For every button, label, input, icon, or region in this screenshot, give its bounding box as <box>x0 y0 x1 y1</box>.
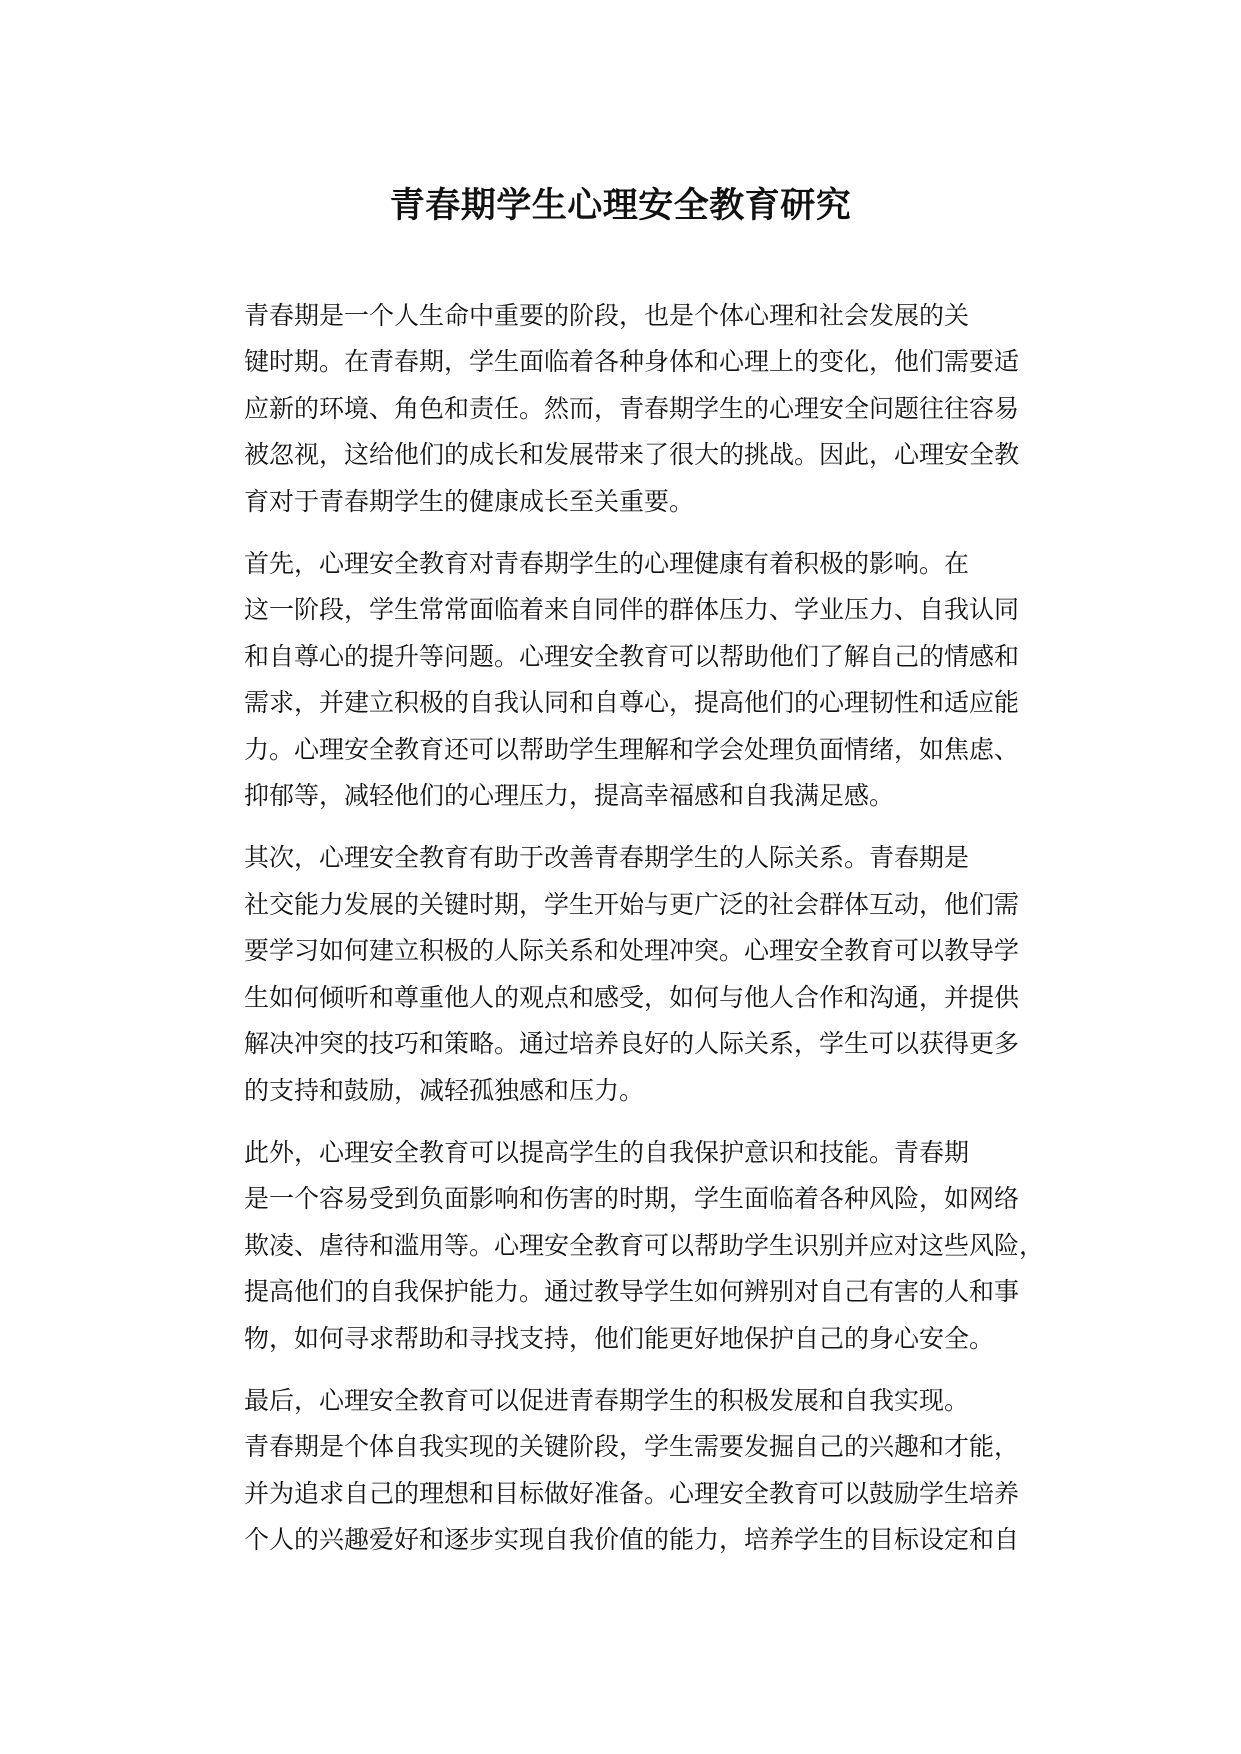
text-line: 键时期。在青春期，学生面临着各种身体和心理上的变化，他们需要适 <box>244 347 1020 377</box>
paragraph-5 <box>188 1378 1088 1564</box>
text-line: 青春期是一个人生命中重要的阶段，也是个体心理和社会发展的关 <box>244 301 970 330</box>
text-line: 要学习如何建立积极的人际关系和处理冲突。心理安全教育可以教导学 <box>244 936 1020 966</box>
paragraph-3 <box>188 835 1088 1113</box>
text-line: 应新的环境、角色和责任。然而，青春期学生的心理安全问题往往容易 <box>244 393 1020 423</box>
paragraph-4 <box>188 1130 1088 1362</box>
text-line: 被忽视，这给他们的成长和发展带来了很大的挑战。因此，心理安全教 <box>244 440 1020 470</box>
text-line: 这一阶段，学生常常面临着来自同伴的群体压力、学业压力、自我认同 <box>244 595 1020 625</box>
text-line: 青春期是个体自我实现的关键阶段，学生需要发掘自己的兴趣和才能， <box>244 1432 1020 1462</box>
text-line: 和自尊心的提升等问题。心理安全教育可以帮助他们了解自己的情感和 <box>244 641 1020 671</box>
text-line: 生如何倾听和尊重他人的观点和感受，如何与他人合作和沟通，并提供 <box>244 982 1020 1012</box>
text-line: 此外，心理安全教育可以提高学生的自我保护意识和技能。青春期 <box>244 1137 970 1167</box>
text-line: 物，如何寻求帮助和寻找支持，他们能更好地保护自己的身心安全。 <box>244 1323 995 1353</box>
text-line: 首先，心理安全教育对青春期学生的心理健康有着积极的影响。在 <box>244 549 970 579</box>
text-line: 需求，并建立积极的自我认同和自尊心，提高他们的心理韧性和适应能 <box>244 688 1020 718</box>
text-line: 个人的兴趣爱好和逐步实现自我价值的能力，培养学生的目标设定和自 <box>244 1525 1020 1555</box>
text-line: 育对于青春期学生的健康成长至关重要。 <box>244 486 695 516</box>
text-line: 欺凌、虐待和滥用等。心理安全教育可以帮助学生识别并应对这些风险， <box>244 1230 1045 1260</box>
text-line: 抑郁等，减轻他们的心理压力，提高幸福感和自我满足感。 <box>244 781 895 811</box>
text-line: 的支持和鼓励，减轻孤独感和压力。 <box>244 1075 645 1105</box>
text-line: 解决冲突的技巧和策略。通过培养良好的人际关系，学生可以获得更多 <box>244 1029 1020 1059</box>
text-line: 社交能力发展的关键时期，学生开始与更广泛的社会群体互动，他们需 <box>244 889 1020 919</box>
text-line: 其次，心理安全教育有助于改善青春期学生的人际关系。青春期是 <box>244 843 970 873</box>
text-line: 力。心理安全教育还可以帮助学生理解和学会处理负面情绪，如焦虑、 <box>244 734 1020 764</box>
document-body <box>188 293 1088 1580</box>
paragraph-1 <box>188 293 1088 525</box>
text-line: 并为追求自己的理想和目标做好准备。心理安全教育可以鼓励学生培养 <box>244 1478 1020 1508</box>
paragraph-2 <box>188 541 1088 819</box>
text-line: 是一个容易受到负面影响和伤害的时期，学生面临着各种风险，如网络 <box>244 1184 1020 1214</box>
text-line: 最后，心理安全教育可以促进青春期学生的积极发展和自我实现。 <box>244 1385 970 1415</box>
document-title: 青春期学生心理安全教育研究 <box>389 186 852 226</box>
text-line: 提高他们的自我保护能力。通过教导学生如何辨别对自己有害的人和事 <box>244 1277 1020 1307</box>
